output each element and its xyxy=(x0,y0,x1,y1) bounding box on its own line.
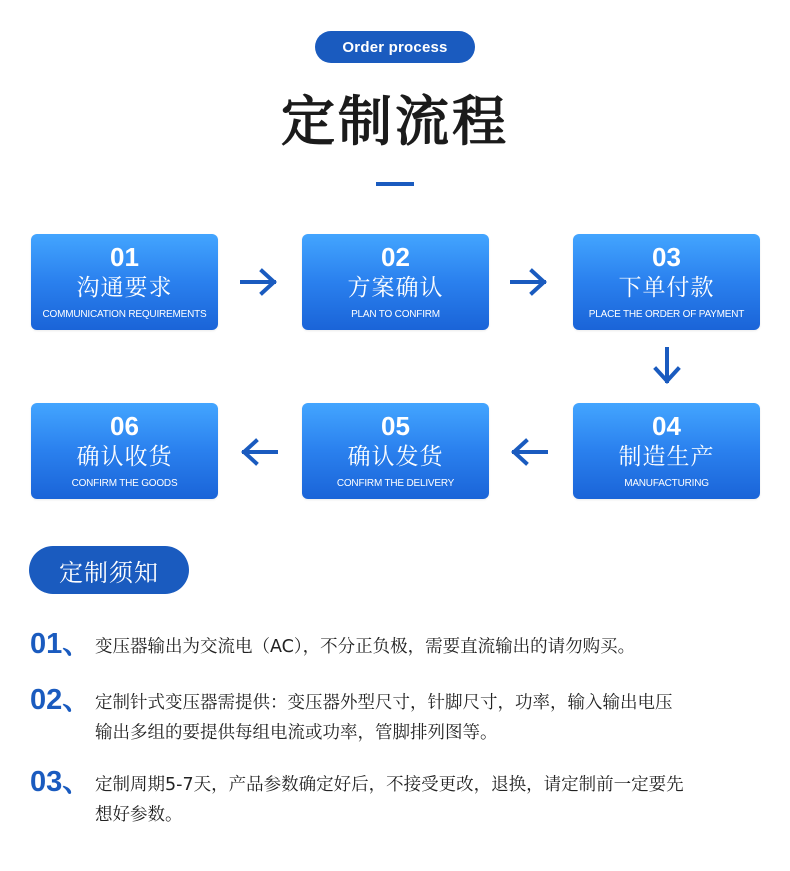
step-number: 06 xyxy=(110,411,139,441)
notice-item-number: 03、 xyxy=(30,766,92,798)
order-process-badge: Order process xyxy=(315,31,475,63)
notice-item-text xyxy=(95,688,775,748)
step-title: 确认收货 xyxy=(76,444,173,470)
step-subtitle: CONFIRM THE DELIVERY xyxy=(336,478,455,489)
arrow-right-icon xyxy=(510,268,548,296)
step-card-02 xyxy=(302,234,489,330)
arrow-left-icon xyxy=(510,438,548,466)
step-subtitle: PLAN TO CONFIRM xyxy=(351,309,440,320)
step-card-04 xyxy=(573,403,760,499)
step-number: 03 xyxy=(652,242,681,272)
step-card-03 xyxy=(573,234,760,330)
page-title: 定制流程 xyxy=(281,90,509,153)
arrow-down-icon xyxy=(653,347,681,385)
step-number: 01 xyxy=(110,242,139,272)
step-title: 沟通要求 xyxy=(76,275,173,301)
step-subtitle: CONFIRM THE GOODS xyxy=(71,478,178,489)
step-title: 下单付款 xyxy=(618,275,715,301)
step-subtitle: COMMUNICATION REQUIREMENTS xyxy=(42,309,207,320)
notice-line: 定制周期5-7天，产品参数确定好后，不接受更改，退换，请定制前一定要先 xyxy=(95,775,684,795)
notice-item-number: 01、 xyxy=(30,628,92,660)
notice-line: 想好参数。 xyxy=(95,805,183,825)
step-subtitle: MANUFACTURING xyxy=(624,478,709,489)
step-number: 05 xyxy=(381,411,410,441)
notice-line: 输出多组的要提供每组电流或功率，管脚排列图等。 xyxy=(95,723,498,743)
notice-line: 变压器输出为交流电（AC），不分正负极，需要直流输出的请勿购买。 xyxy=(95,637,636,657)
notice-item-text xyxy=(95,632,775,662)
notice-item-number: 02、 xyxy=(30,684,92,716)
title-divider xyxy=(376,182,414,186)
step-number: 02 xyxy=(381,242,410,272)
step-title: 制造生产 xyxy=(618,444,715,470)
step-card-05 xyxy=(302,403,489,499)
step-number: 04 xyxy=(652,411,681,441)
notice-item-text xyxy=(95,770,775,830)
step-title: 确认发货 xyxy=(347,444,444,470)
arrow-left-icon xyxy=(240,438,278,466)
step-title: 方案确认 xyxy=(347,275,444,301)
step-card-01 xyxy=(31,234,218,330)
step-card-06 xyxy=(31,403,218,499)
notice-section-title: 定制须知 xyxy=(29,546,189,594)
arrow-right-icon xyxy=(240,268,278,296)
step-subtitle: PLACE THE ORDER OF PAYMENT xyxy=(588,309,745,320)
notice-line: 定制针式变压器需提供：变压器外型尺寸，针脚尺寸，功率，输入输出电压 xyxy=(95,693,673,713)
